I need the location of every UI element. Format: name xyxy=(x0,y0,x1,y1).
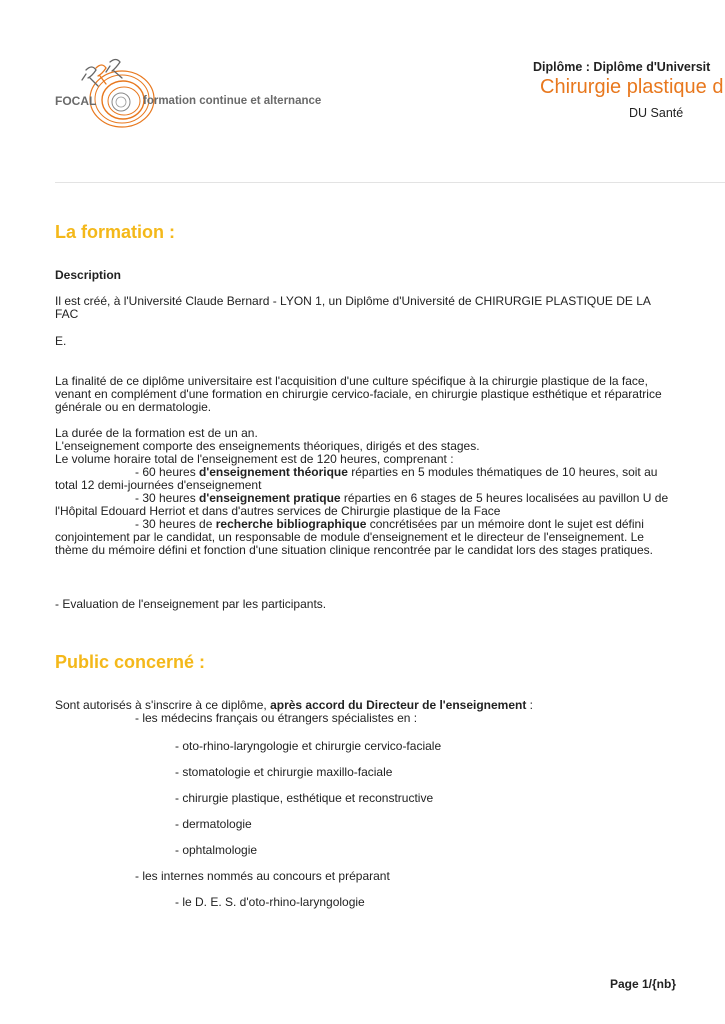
list-item: - stomatologie et chirurgie maxillo-faciale xyxy=(175,765,393,779)
recherche-item: - 30 heures de recherche bibliographique concrétisées par un mémoire dont le sujet est défini conjointement par le candidat, un responsable de module d'enseignement et le directeur de l'enseignement. Le thème du mémoire défini et fonction d'une situation clinique rencontrée par le candidat lors des stages pratiques. xyxy=(55,517,653,557)
list-item: - le D. E. S. d'oto-rhino-laryngologie xyxy=(175,895,365,909)
logo-text-tagline: formation continue et alternance xyxy=(143,95,322,107)
description-label: Description xyxy=(55,268,122,282)
page-number: Page 1/{nb} xyxy=(609,977,676,991)
header-divider xyxy=(55,182,725,183)
logo-text-focal: FOCAL xyxy=(55,94,97,108)
volume-line: Le volume horaire total de l'enseignement est de 120 heures, comprenant : xyxy=(55,452,454,466)
finalite-paragraph: La finalité de ce diplôme universitaire est l'acquisition d'une culture spécifique à la chirurgie plastique de la face, venant en complément d'une formation en chirurgie cervico-faciale, en chirurgie plastique esthétique et réparatrice générale ou en dermatologie. xyxy=(55,374,662,414)
duree-line: La durée de la formation est de un an. xyxy=(55,426,258,440)
list-item: - chirurgie plastique, esthétique et reconstructive xyxy=(175,791,434,805)
internes-line: - les internes nommés au concours et préparant xyxy=(135,869,390,883)
comporte-line: L'enseignement comporte des enseignements théoriques, dirigés et des stages. xyxy=(55,439,480,453)
intro-paragraph-end: E. xyxy=(55,334,67,348)
diploma-title: Chirurgie plastique d xyxy=(540,76,724,98)
public-intro: Sont autorisés à s'inscrire à ce diplôme, après accord du Directeur de l'enseignement : - les médecins français ou étrangers spécialistes en : xyxy=(55,699,675,725)
intro-paragraph: Il est créé, à l'Université Claude Bernard - LYON 1, un Diplôme d'Université de CHIRURGIE PLASTIQUE DE LA FAC xyxy=(55,294,651,321)
list-item: - dermatologie xyxy=(175,817,252,831)
list-item: - ophtalmologie xyxy=(175,843,258,857)
medecins-line: - les médecins français ou étrangers spécialistes en : xyxy=(135,711,418,725)
evaluation-line: - Evaluation de l'enseignement par les participants. xyxy=(55,597,327,611)
list-item: - oto-rhino-laryngologie et chirurgie cervico-faciale xyxy=(175,739,442,753)
section-title-formation: La formation : xyxy=(55,222,175,242)
focal-logo xyxy=(55,50,340,130)
diploma-category: DU Santé xyxy=(629,106,684,120)
section-title-public: Public concerné : xyxy=(55,652,206,672)
theorique-item: - 60 heures d'enseignement théorique réparties en 5 modules thématiques de 10 heures, soit au total 12 demi-journées d'enseignement xyxy=(55,465,658,492)
diploma-type: Diplôme : Diplôme d'Universit xyxy=(533,60,711,74)
pratique-item: - 30 heures d'enseignement pratique réparties en 6 stages de 5 heures localisées au pavillon U de l'Hôpital Edouard Herriot et dans d'autres services de Chirurgie plastique de la Face xyxy=(55,491,669,518)
organisation-block xyxy=(55,427,675,557)
